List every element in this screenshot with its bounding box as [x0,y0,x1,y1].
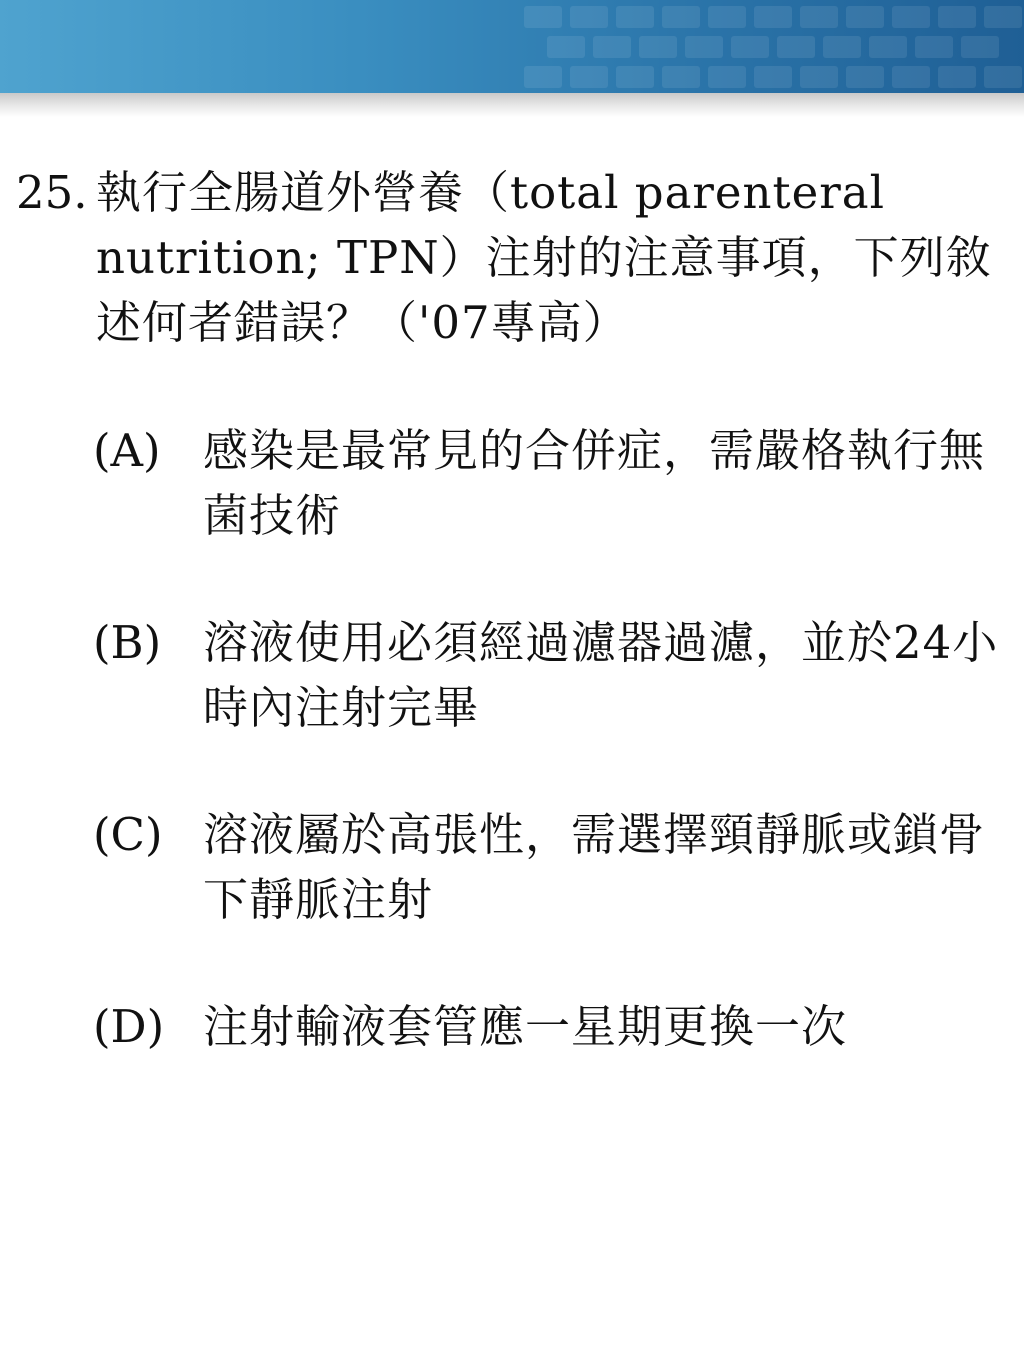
option-label: (B) [93,616,162,669]
header-grid-pattern [504,0,1024,93]
option-label: (D) [93,1000,165,1053]
option-label: (C) [93,808,163,861]
options-list [93,418,1003,1121]
option-text: 溶液屬於高張性，需選擇頸靜脈或鎖骨下靜脈注射 [203,808,986,926]
header-bar [0,0,1024,93]
option-b [93,610,1003,740]
option-text: 注射輸液套管應一星期更換一次 [203,1000,848,1053]
option-a [93,418,1003,548]
header-shadow [0,93,1024,117]
option-d [93,994,1003,1059]
option-c [93,802,1003,932]
question-text: 執行全腸道外營養（total parenteral nutrition; TPN）注射的注意事項，下列敘述何者錯誤？（'07專高） [96,166,992,349]
question-block [16,160,1006,355]
option-text: 溶液使用必須經過濾器過濾，並於24小時內注射完畢 [203,616,999,734]
option-text: 感染是最常見的合併症，需嚴格執行無菌技術 [203,424,986,542]
question-number: 25. [16,166,88,219]
option-label: (A) [93,424,161,477]
